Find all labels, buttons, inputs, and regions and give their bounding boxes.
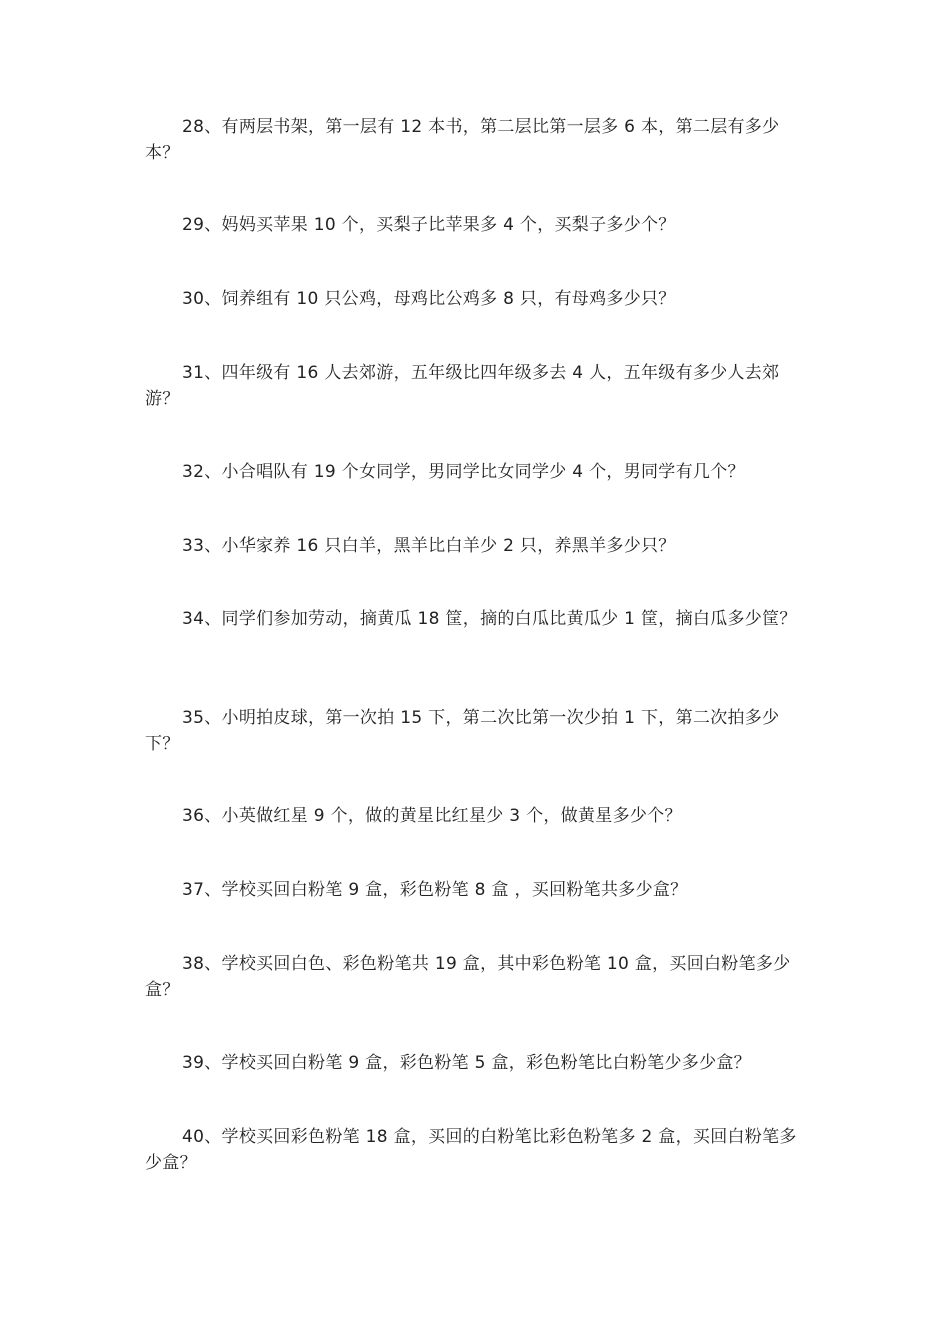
problem-34: 34、同学们参加劳动，摘黄瓜 18 筐，摘的白瓜比黄瓜少 1 筐，摘白瓜多少筐？: [182, 609, 797, 629]
problem-31: 31、四年级有 16 人去郊游，五年级比四年级多去 4 人，五年级有多少人去郊游？: [145, 363, 780, 409]
problem-38: 38、学校买回白色、彩色粉笔共 19 盒，其中彩色粉笔 10 盒，买回白粉笔多少盒？: [145, 954, 791, 1000]
problem-29: 29、妈妈买苹果 10 个，买梨子比苹果多 4 个，买梨子多少个？: [182, 215, 676, 235]
problem-30: 30、饲养组有 10 只公鸡，母鸡比公鸡多 8 只，有母鸡多少只？: [182, 289, 676, 309]
problem-36: 36、小英做红星 9 个，做的黄星比红星少 3 个，做黄星多少个？: [182, 806, 682, 826]
problem-33: 33、小华家养 16 只白羊，黑羊比白羊少 2 只，养黑羊多少只？: [182, 536, 676, 556]
problem-40: 40、学校买回彩色粉笔 18 盒，买回的白粉笔比彩色粉笔多 2 盒，买回白粉笔多少盒？: [145, 1127, 797, 1173]
problem-32: 32、小合唱队有 19 个女同学，男同学比女同学少 4 个，男同学有几个？: [182, 462, 745, 482]
problem-37: 37、学校买回白粉笔 9 盒，彩色粉笔 8 盒 ，买回粉笔共多少盒？: [182, 880, 688, 900]
problem-39: 39、学校买回白粉笔 9 盒，彩色粉笔 5 盒，彩色粉笔比白粉笔少多少盒？: [182, 1053, 751, 1073]
problem-28: 28、有两层书架，第一层有 12 本书，第二层比第一层多 6 本，第二层有多少本？: [145, 117, 780, 163]
problem-35: 35、小明拍皮球，第一次拍 15 下，第二次比第一次少拍 1 下，第二次拍多少下？: [145, 708, 780, 754]
